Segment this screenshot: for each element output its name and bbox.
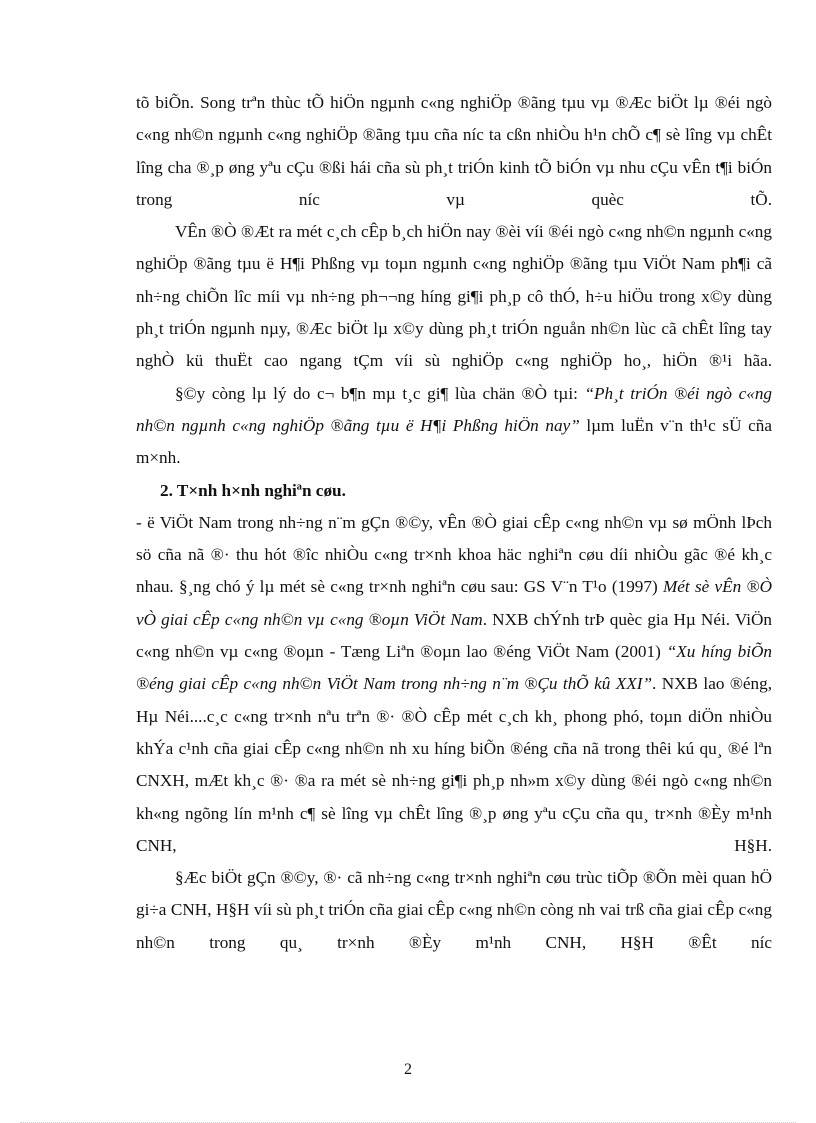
thesis-title-cont: ngò c«ng nh©n ngµnh c«ng nghiÖp ®ãng tµu ë H¶i Phßng hiÖn nay”	[136, 383, 773, 435]
p2-line: nghiÖp c«ng nghiÖp ho¸, hiÖn ®¹i hãa.	[451, 351, 772, 371]
p3-text: §©y còng lµ lý do c¬ b¶n mµ t¸c gi¶ lùa chän ®Ò tµi:	[175, 383, 585, 403]
paragraph-5	[136, 862, 772, 959]
book-title-2: “Xu híng biÕn ®éng giai cÊp c«ng	[136, 642, 772, 694]
paragraph-3	[136, 378, 772, 475]
paragraph-2	[136, 216, 772, 377]
body-text	[136, 87, 772, 959]
p1-line: chÕ c¶ sè lîng vµ chÊt lîng cha ®¸p øng yªu cÇu ®ßi hái cña sù ph¸t triÓn	[136, 125, 773, 177]
p4-line: GS V¨n T¹o (1997)	[523, 577, 663, 597]
p2-line: ph¸t triÓn nguån nh©n lùc cã chÊt lîng tay nghÒ kü thuËt cao ngang tÇm víi sù	[136, 319, 773, 371]
p5-line: mèi quan hÖ gi÷a CNH, H§H víi sù ph¸t triÓn cña giai cÊp c«ng nh©n còng nh	[136, 868, 772, 920]
p2-line: ngµnh c«ng nghiÖp ®ãng tµu ë H¶i Phßng vµ toµn ngµnh c«ng nghiÖp ®ãng	[136, 222, 772, 274]
p4-line: - ë ViÖt Nam trong nh÷ng n¨m gÇn ®©y, vÊn ®Ò giai cÊp c«ng nh©n vµ	[136, 512, 668, 532]
thesis-title: “Ph¸t triÓn ®éi	[584, 383, 700, 403]
p4-line: Liªn ®oµn lao ®éng ViÖt Nam (2001)	[385, 642, 667, 662]
p2-line: VÊn ®Ò ®Æt ra mét c¸ch cÊp b¸ch hiÖn nay ®èi víi ®éi ngò c«ng nh©n	[175, 222, 686, 242]
p4-line: díi nhiÒu gãc ®é kh¸c nhau. §¸ng chó ý lµ mét sè c«ng tr×nh nghiªn cøu sau:	[136, 545, 772, 597]
p4-line: Néi....c¸c c«ng tr×nh nªu trªn ®· ®Ò cÊp mét c¸ch kh¸ phong phó, toµn diÖn	[164, 706, 723, 726]
paragraph-1	[136, 87, 772, 216]
p3-text: lµm	[579, 415, 615, 435]
p4-line: x©y dùng ®éi ngò c«ng nh©n kh«ng ngõng lín m¹nh c¶ sè lîng vµ chÊt lîng	[136, 771, 772, 823]
p4-line: nhiÒu khÝa c¹nh cña giai cÊp c«ng nh©n nh xu híng biÕn ®éng cña nã trong	[136, 706, 773, 758]
p2-line: tµu ViÖt Nam ph¶i cã nh÷ng chiÕn lîc míi vµ nh÷ng ph¬¬ng híng gi¶i ph¸p cô	[136, 254, 772, 306]
p4-line: . NXB lao ®éng, Hµ	[136, 674, 772, 726]
p3-text: luËn v¨n th¹c sÜ cña m×nh.	[136, 415, 772, 468]
p1-line: kinh tÕ biÓn vµ nhu cÇu vÊn t¶i biÓn trong níc vµ quèc tÕ.	[136, 157, 773, 209]
p4-line: ®¸p øng yªu cÇu cña qu¸ tr×nh ®Èy m¹nh CNH, H§H.	[136, 803, 772, 855]
p5-line: §Æc biÖt gÇn ®©y, ®· cã nh÷ng c«ng tr×nh nghiªn cøu trùc tiÕp ®Õn	[175, 868, 677, 888]
p1-line: ®éi ngò c«ng nh©n ngµnh c«ng nghiÖp ®ãng tµu cña níc ta cßn nhiÒu h¹n	[136, 93, 773, 145]
paragraph-4	[136, 507, 772, 862]
book-title-1-cont: Nam	[450, 609, 483, 629]
p4-line: sø mÖnh lÞch sö cña nã ®· thu hót ®îc nhiÒu c«ng tr×nh khoa häc nghiªn cøu	[136, 512, 773, 565]
p1-line: tõ biÕn. Song trªn thùc tÕ hiÖn ngµnh c«ng nghiÖp ®ãng tµu vµ ®Æc biÖt lµ	[136, 93, 709, 112]
page-number: 2	[404, 1061, 412, 1078]
p5-line: vai trß cña giai cÊp c«ng nh©n trong qu¸ tr×nh ®Èy m¹nh CNH, H§H ®Êt níc	[136, 900, 772, 952]
section-heading: 2. T×nh h×nh nghiªn cøu.	[160, 480, 346, 500]
book-title-2-cont: nh©n ViÖt Nam trong nh÷ng n¨m ®Çu thÕ kû XXI”	[282, 674, 653, 694]
book-title-1: Mét sè vÊn ®Ò vÒ giai cÊp c«ng nh©n vµ c«ng ®oµn ViÖt	[136, 577, 773, 629]
p4-line: . NXB chÝnh trÞ quèc gia Hµ Néi. ViÖn c«ng nh©n vµ c«ng ®oµn - Tæng	[136, 609, 773, 662]
p2-line: thÓ, h÷u hiÖu trong x©y dùng ph¸t triÓn ngµnh nµy, ®Æc biÖt lµ x©y dùng	[136, 286, 772, 339]
p4-line: thêi kú qu¸ ®é lªn CNXH, mÆt kh¸c ®· ®a ra mét sè nh÷ng gi¶i ph¸p nh»m	[136, 738, 773, 791]
